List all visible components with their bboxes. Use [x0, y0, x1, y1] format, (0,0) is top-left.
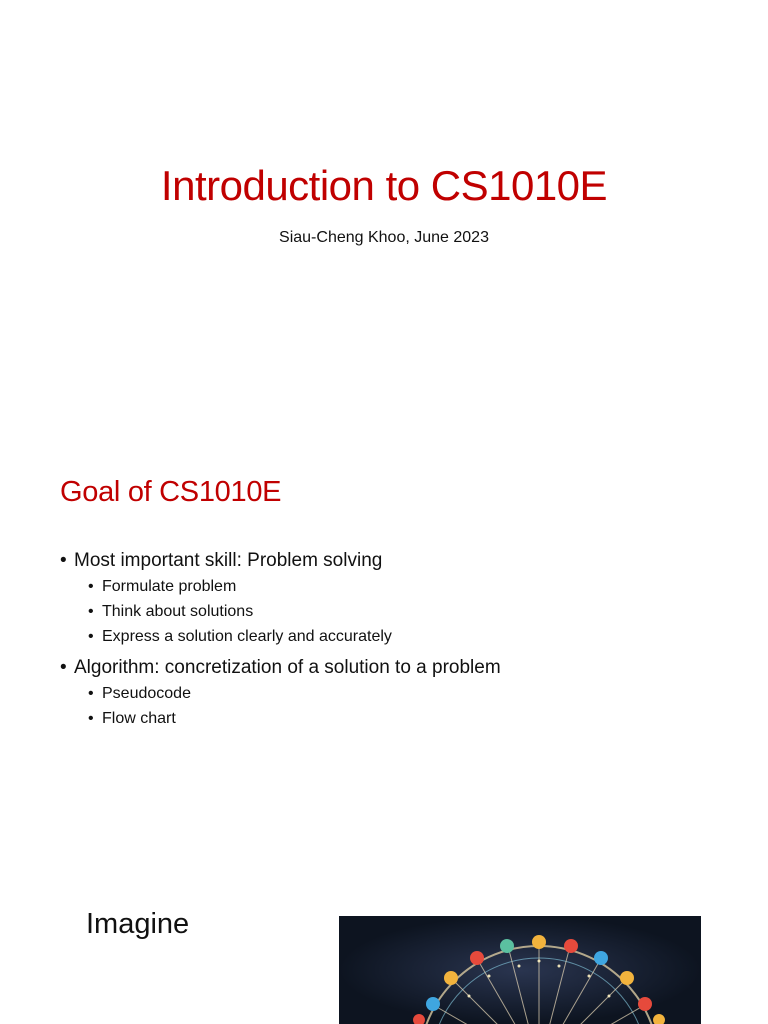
sub-bullet-item: • Express a solution clearly and accurately — [60, 624, 740, 649]
bullet-list — [60, 548, 740, 731]
sub-bullet-item: • Think about solutions — [60, 599, 740, 624]
sub-bullet-item: • Flow chart — [60, 706, 740, 731]
slide-subtitle: Siau-Cheng Khoo, June 2023 — [279, 229, 489, 246]
sub-bullet-item: • Formulate problem — [60, 574, 740, 599]
slide-title: Introduction to CS1010E — [160, 162, 608, 209]
section-title-goal: Goal of CS1010E — [60, 476, 282, 508]
ferris-wheel-photo — [339, 916, 701, 1024]
bullet-item: • Most important skill: Problem solving — [60, 548, 740, 574]
bullet-item: • Algorithm: concretization of a solution to a problem — [60, 655, 740, 681]
section-title-imagine: Imagine — [86, 908, 190, 940]
sub-bullet-item: • Pseudocode — [60, 681, 740, 706]
ferris-wheel-icon — [339, 916, 701, 1024]
